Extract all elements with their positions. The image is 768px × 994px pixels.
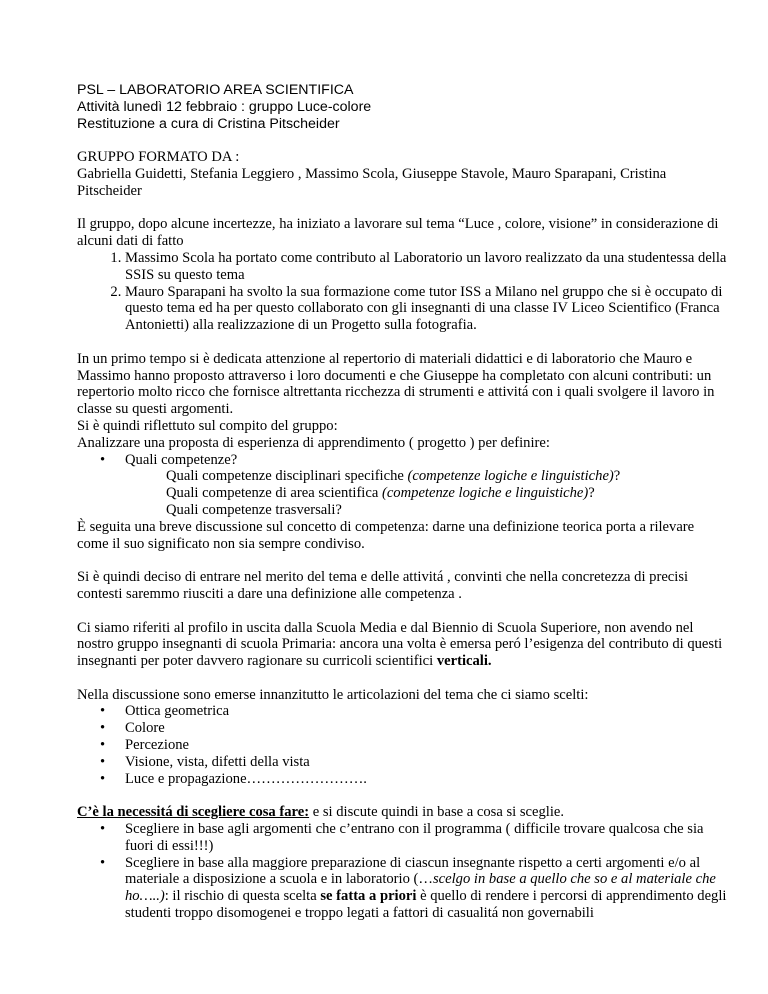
competence-sub-item: Quali competenze di area scientifica (competenze logiche e linguistiche)? [166,485,595,502]
list-item: • Luce e propagazione……………………. [125,771,727,788]
discussion-paragraph: È seguita una breve discussione sul concetto di competenza: darne una definizione teorica porta a rilevare come il suo significato non sia sempre condiviso. [77,518,695,552]
competence-sub-item: Quali competenze trasversali? [166,501,342,518]
list-item: 1. Massimo Scola ha portato come contributo al Laboratorio un lavoro realizzato da una studentessa della SSIS su questo tema [125,250,727,284]
articulations-intro: Nella discussione sono emerse innanzitutto le articolazioni del tema che ci siamo scelti: [77,686,589,703]
list-item: • Scegliere in base alla maggiore preparazione di ciascun insegnante rispetto a certi argomenti e/o al materiale a disposizione a scuola e in laboratorio (…scelgo in base a quello che so e al materiale che ho…..): il rischio di questa scelta se fatta a priori è quello di rendere i percorsi di apprendimento degli studenti troppo disomogenei e troppo legati a fattori di casualitá non governabili [125,855,727,922]
header-activity: Attività lunedì 12 febbraio : gruppo Luce-colore [77,98,372,115]
topics-list [77,703,727,787]
competence-sub-item: Quali competenze disciplinari specifiche (competenze logiche e linguistiche)? [166,468,621,485]
list-item: • Scegliere in base agli argomenti che c’entrano con il programma ( difficile trovare qualcosa che sia fuori di essi!!!) [125,821,727,855]
list-item: • Quali competenze? [125,452,727,469]
choice-heading: C’è la necessitá di scegliere cosa fare: [77,804,310,821]
analysis-line: Analizzare una proposta di esperienza di apprendimento ( progetto ) per definire: [77,434,550,451]
document-page [77,82,727,922]
list-item: • Visione, vista, difetti della vista [125,754,727,771]
emphasis-verticali: verticali. [436,653,492,670]
header-title: PSL – LABORATORIO AREA SCIENTIFICA [77,82,354,98]
list-item: • Percezione [125,737,727,754]
intro-numbered-list [77,250,727,334]
task-line: Si è quindi riflettuto sul compito del gruppo: [77,417,338,434]
decision-paragraph: Si è quindi deciso di entrare nel merito del tema e delle attivitá , convinti che nella concretezza di precisi contesti saremmo riusciti a dare una definizione alle competenza . [77,569,689,602]
group-heading: GRUPPO FORMATO DA : [77,149,240,166]
profile-paragraph: Ci siamo riferiti al profilo in uscita dalla Scuola Media e dal Biennio di Scuola Superiore, non avendo nel nostro gruppo insegnanti di scuola Primaria: ancora una volta è emersa peró l’esigenza del contributo di questi insegnanti per poter davvero ragionare su curricoli scientifici verticali. [77,619,723,670]
intro-paragraph: Il gruppo, dopo alcune incertezze, ha iniziato a lavorare sul tema “Luce , colore, visione” in considerazione di alcuni dati di fatto [77,216,719,250]
choice-paragraph: C’è la necessitá di scegliere cosa fare: e si discute quindi in base a cosa si sceglie. [77,804,564,821]
list-item: 2. Mauro Sparapani ha svolto la sua formazione come tutor ISS a Milano nel gruppo che si è occupato di questo tema ed ha per questo collaborato con gli insegnanti di una classe IV Liceo Scientifico (Franca Antonietti) alla realizzazione di un Progetto sulla fotografia. [125,284,727,334]
group-members: Gabriella Guidetti, Stefania Leggiero , Massimo Scola, Giuseppe Stavole, Mauro Sparapani, Cristina Pitscheider [77,165,667,199]
document-header [77,82,727,132]
competence-list [77,452,727,469]
list-item: • Colore [125,720,727,737]
header-author: Restituzione a cura di Cristina Pitscheider [77,115,340,132]
materials-paragraph: In un primo tempo si è dedicata attenzione al repertorio di materiali didattici e di laboratorio che Mauro e Massimo hanno proposto attraverso i loro documenti e che Giuseppe ha completato con alcuni contributi: un repertorio molto ricco che fornisce altrettanta ricchezza di strumenti e attivitá con i quali svolgere il lavoro in classe su questi argomenti. [77,350,715,418]
list-item: • Ottica geometrica [125,703,727,720]
choice-list [77,821,727,922]
